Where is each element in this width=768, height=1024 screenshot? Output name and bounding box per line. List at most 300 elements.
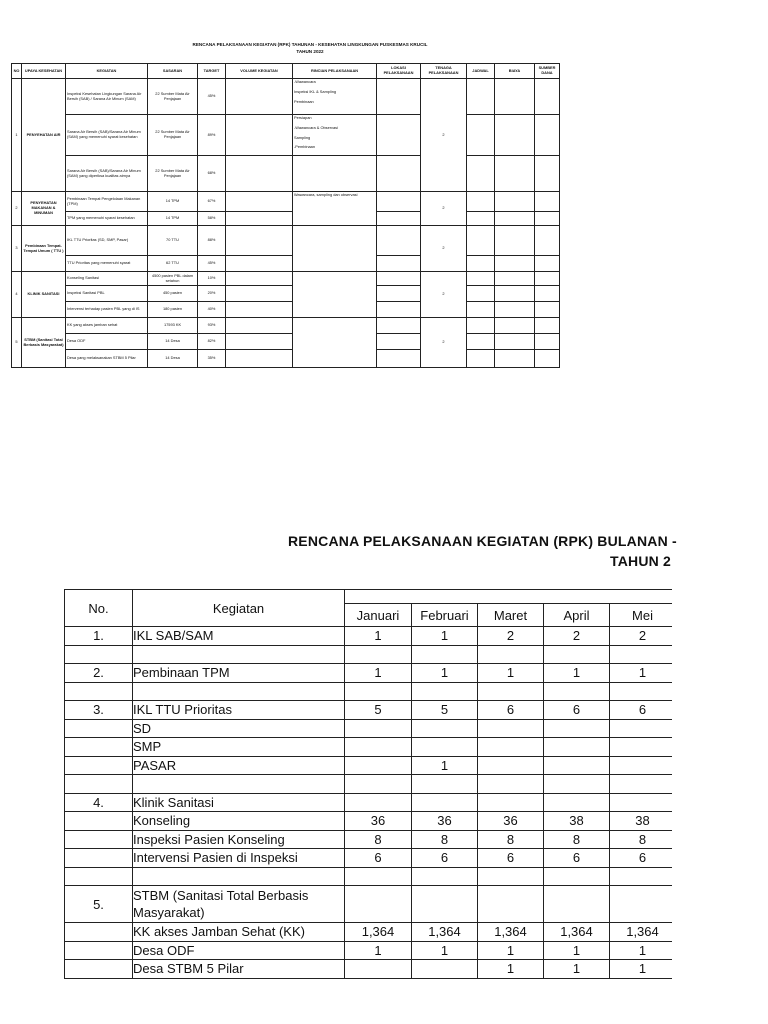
monthly-value-cell: 8: [610, 830, 676, 849]
annual-rincian-cell: [293, 115, 377, 156]
monthly-value-cell: 6: [610, 701, 676, 720]
annual-rincian-line: -Wawancara: [294, 79, 316, 84]
monthly-value-cell: [544, 867, 610, 886]
monthly-value-cell: 1,364: [544, 923, 610, 942]
monthly-value-cell: 2: [544, 627, 610, 646]
monthly-no-cell: 3.: [65, 701, 133, 720]
annual-tenaga-cell: 2: [421, 318, 467, 368]
monthly-kegiatan-cell: IKL SAB/SAM: [133, 627, 345, 646]
monthly-value-cell: [412, 738, 478, 757]
monthly-value-cell: [544, 738, 610, 757]
annual-volume-cell: [226, 334, 293, 350]
annual-no-cell: 5: [12, 318, 22, 368]
monthly-value-cell: 1: [345, 664, 412, 683]
annual-sumber-dana-cell: [535, 286, 560, 302]
annual-sasaran-cell: 62 TTU: [148, 256, 198, 272]
monthly-value-cell: 38: [610, 812, 676, 831]
monthly-no-cell: 2.: [65, 664, 133, 683]
monthly-value-cell: [412, 775, 478, 794]
annual-sumber-dana-cell: [535, 302, 560, 318]
annual-biaya-cell: [495, 318, 535, 334]
annual-row: [12, 350, 560, 368]
annual-lokasi-cell: [377, 318, 421, 334]
monthly-value-cell: 6: [610, 849, 676, 868]
annual-rincian-line: -Pembinaan: [294, 144, 315, 150]
monthly-value-cell: 2: [610, 627, 676, 646]
monthly-value-cell: 6: [544, 701, 610, 720]
monthly-kegiatan-cell: [133, 867, 345, 886]
annual-lokasi-cell: [377, 212, 421, 226]
annual-row: [12, 286, 560, 302]
annual-rincian-cell: [293, 318, 377, 368]
annual-lokasi-cell: [377, 334, 421, 350]
monthly-value-cell: 1: [412, 627, 478, 646]
monthly-kegiatan-cell: Konseling: [133, 812, 345, 831]
annual-sumber-dana-cell: [535, 192, 560, 212]
monthly-value-cell: [610, 756, 676, 775]
monthly-row: [65, 645, 676, 664]
monthly-value-cell: [478, 886, 544, 923]
annual-kegiatan-cell: Intervensi terhadap pasien PBL yang di IS: [66, 302, 148, 318]
annual-sumber-dana-cell: [535, 115, 560, 156]
monthly-value-cell: 38: [544, 812, 610, 831]
monthly-value-cell: [544, 645, 610, 664]
annual-target-cell: 89%: [198, 115, 226, 156]
monthly-kegiatan-cell: Inspeksi Pasien Konseling: [133, 830, 345, 849]
annual-row: [12, 156, 560, 192]
monthly-kegiatan-cell: [133, 775, 345, 794]
annual-biaya-cell: [495, 115, 535, 156]
annual-upaya-cell: Pembinaan Tempat-Tempat Umum ( TTU ): [22, 226, 66, 272]
annual-volume-cell: [226, 226, 293, 256]
monthly-value-cell: 1: [412, 941, 478, 960]
annual-rpk-title: [60, 41, 560, 55]
monthly-kegiatan-cell: Pembinaan TPM: [133, 664, 345, 683]
monthly-row: [65, 886, 676, 923]
monthly-value-cell: [345, 738, 412, 757]
monthly-kegiatan-cell: [133, 682, 345, 701]
monthly-value-cell: 5: [345, 701, 412, 720]
monthly-value-cell: [345, 756, 412, 775]
monthly-row: [65, 701, 676, 720]
annual-biaya-cell: [495, 272, 535, 286]
monthly-value-cell: [478, 756, 544, 775]
annual-row: [12, 115, 560, 156]
annual-sumber-dana-cell: [535, 318, 560, 334]
monthly-value-cell: 6: [478, 849, 544, 868]
annual-lokasi-cell: [377, 272, 421, 286]
monthly-row: [65, 830, 676, 849]
annual-rincian-line: Persiapan: [294, 115, 312, 120]
monthly-no-cell: 4.: [65, 793, 133, 812]
monthly-value-cell: [610, 645, 676, 664]
annual-upaya-cell: STBM (Sanitasi Total Berbasis Masyarakat): [22, 318, 66, 368]
monthly-value-cell: [610, 886, 676, 923]
annual-lokasi-cell: [377, 256, 421, 272]
monthly-value-cell: [544, 793, 610, 812]
annual-sasaran-cell: 70 TTU: [148, 226, 198, 256]
monthly-row: [65, 941, 676, 960]
monthly-no-cell: 1.: [65, 627, 133, 646]
annual-sasaran-cell: 4500 pasien PBL dalam setahun: [148, 272, 198, 286]
annual-target-cell: 58%: [198, 212, 226, 226]
monthly-value-cell: 6: [345, 849, 412, 868]
annual-lokasi-cell: [377, 79, 421, 115]
annual-kegiatan-cell: TTU Prioritas yang memenuhi syarat: [66, 256, 148, 272]
annual-row: [12, 302, 560, 318]
monthly-header-month: April: [544, 604, 610, 627]
annual-lokasi-cell: [377, 226, 421, 256]
monthly-row: [65, 664, 676, 683]
monthly-kegiatan-cell: KK akses Jamban Sehat (KK): [133, 923, 345, 942]
annual-kegiatan-cell: KK yang akses jamban sehat: [66, 318, 148, 334]
annual-sumber-dana-cell: [535, 79, 560, 115]
monthly-header-kegiatan: Kegiatan: [133, 590, 345, 627]
annual-kegiatan-cell: Inspeksi Kesehatan Lingkungan Sarana Air Bersih (SAB) / Sarana Air Minum (SAM): [66, 79, 148, 115]
monthly-value-cell: [478, 719, 544, 738]
monthly-value-cell: 1: [412, 664, 478, 683]
annual-upaya-cell: PENYEHATAN AIR: [22, 79, 66, 192]
annual-rincian-line: -Wawancara & Observasi: [294, 124, 338, 130]
annual-biaya-cell: [495, 212, 535, 226]
monthly-value-cell: [478, 738, 544, 757]
annual-target-cell: 82%: [198, 334, 226, 350]
annual-row: [12, 192, 560, 212]
monthly-value-cell: [544, 886, 610, 923]
annual-rincian-line: Pembinaan: [294, 98, 314, 104]
annual-biaya-cell: [495, 79, 535, 115]
monthly-value-cell: [345, 960, 412, 979]
monthly-value-cell: [610, 867, 676, 886]
monthly-kegiatan-cell: Desa STBM 5 Pilar: [133, 960, 345, 979]
annual-sumber-dana-cell: [535, 156, 560, 192]
annual-no-cell: 1: [12, 79, 22, 192]
annual-header-cell: JADWAL: [467, 64, 495, 79]
annual-biaya-cell: [495, 302, 535, 318]
annual-sumber-dana-cell: [535, 272, 560, 286]
annual-upaya-cell: KLINIK SANITASI: [22, 272, 66, 318]
monthly-kegiatan-cell: Desa ODF: [133, 941, 345, 960]
monthly-value-cell: [345, 645, 412, 664]
annual-sasaran-cell: 14 TPM: [148, 212, 198, 226]
annual-jadwal-cell: [467, 334, 495, 350]
monthly-rpk-year: TAHUN 2: [610, 553, 672, 569]
annual-lokasi-cell: [377, 350, 421, 368]
annual-biaya-cell: [495, 256, 535, 272]
monthly-header-month: Januari: [345, 604, 412, 627]
monthly-value-cell: [610, 738, 676, 757]
monthly-value-cell: 1,364: [478, 923, 544, 942]
monthly-value-cell: 1: [412, 756, 478, 775]
monthly-row: [65, 738, 676, 757]
annual-rincian-line: Wawancara, sampling dan observasi: [294, 192, 358, 198]
monthly-value-cell: [544, 775, 610, 794]
annual-kegiatan-cell: Inspeksi Sanitasi PBL: [66, 286, 148, 302]
annual-rincian-line: Inspeksi IKL & Sampling: [294, 88, 337, 94]
annual-jadwal-cell: [467, 156, 495, 192]
annual-no-cell: 3: [12, 226, 22, 272]
monthly-value-cell: [544, 682, 610, 701]
monthly-value-cell: 2: [478, 627, 544, 646]
monthly-no-cell: [65, 682, 133, 701]
annual-header-row: [12, 64, 560, 79]
annual-jadwal-cell: [467, 192, 495, 212]
monthly-value-cell: [345, 775, 412, 794]
annual-kegiatan-cell: IKL TTU Prioritas (SD, SMP, Pasar): [66, 226, 148, 256]
monthly-no-cell: [65, 719, 133, 738]
annual-no-cell: 4: [12, 272, 22, 318]
annual-sumber-dana-cell: [535, 226, 560, 256]
annual-sasaran-cell: 450 pasien: [148, 286, 198, 302]
monthly-no-cell: [65, 941, 133, 960]
annual-target-cell: 35%: [198, 350, 226, 368]
annual-sasaran-cell: 22 Sumber Mata Air Penjajaan: [148, 115, 198, 156]
annual-rincian-line: Sampling: [294, 134, 311, 140]
annual-volume-cell: [226, 302, 293, 318]
monthly-value-cell: [478, 645, 544, 664]
monthly-value-cell: 1,364: [610, 923, 676, 942]
annual-sasaran-cell: 22 Sumber Mata Air Penjajaan: [148, 156, 198, 192]
annual-tenaga-cell: 2: [421, 272, 467, 318]
monthly-row: [65, 849, 676, 868]
annual-sasaran-cell: 180 pasien: [148, 302, 198, 318]
annual-row: [12, 256, 560, 272]
monthly-value-cell: 8: [544, 830, 610, 849]
annual-jadwal-cell: [467, 226, 495, 256]
monthly-kegiatan-cell: SMP: [133, 738, 345, 757]
annual-body: [12, 79, 560, 368]
monthly-header-no: No.: [65, 590, 133, 627]
annual-tenaga-cell: 2: [421, 226, 467, 272]
monthly-value-cell: 5: [412, 701, 478, 720]
monthly-value-cell: [478, 793, 544, 812]
monthly-row: [65, 923, 676, 942]
monthly-value-cell: [610, 775, 676, 794]
annual-kegiatan-cell: Sarana Air Bersih (SAB)/Sarana Air Minum (SAM) yang diperiksa kualitas airnya: [66, 156, 148, 192]
annual-sasaran-cell: 14 Desa: [148, 334, 198, 350]
monthly-value-cell: 36: [478, 812, 544, 831]
monthly-value-cell: [412, 886, 478, 923]
annual-kegiatan-cell: TPM yang memenuhi syarat kesehatan: [66, 212, 148, 226]
monthly-value-cell: 6: [412, 849, 478, 868]
annual-sumber-dana-cell: [535, 350, 560, 368]
annual-rincian-cell: [293, 226, 377, 272]
annual-target-cell: 40%: [198, 302, 226, 318]
annual-jadwal-cell: [467, 286, 495, 302]
monthly-no-cell: [65, 849, 133, 868]
annual-sasaran-cell: 17593 KK: [148, 318, 198, 334]
annual-volume-cell: [226, 212, 293, 226]
monthly-value-cell: 1: [610, 960, 676, 979]
monthly-value-cell: [544, 756, 610, 775]
monthly-kegiatan-cell: SD: [133, 719, 345, 738]
annual-jadwal-cell: [467, 115, 495, 156]
monthly-row: [65, 812, 676, 831]
monthly-value-cell: 1: [478, 664, 544, 683]
monthly-value-cell: 1: [478, 960, 544, 979]
annual-target-cell: 20%: [198, 286, 226, 302]
annual-rincian-cell: [293, 79, 377, 115]
monthly-value-cell: [345, 793, 412, 812]
annual-biaya-cell: [495, 286, 535, 302]
annual-biaya-cell: [495, 192, 535, 212]
annual-sumber-dana-cell: [535, 212, 560, 226]
monthly-no-cell: [65, 738, 133, 757]
annual-kegiatan-cell: Desa ODF: [66, 334, 148, 350]
annual-volume-cell: [226, 272, 293, 286]
monthly-row: [65, 756, 676, 775]
annual-jadwal-cell: [467, 350, 495, 368]
monthly-row: [65, 867, 676, 886]
monthly-value-cell: [345, 719, 412, 738]
monthly-value-cell: 1: [345, 941, 412, 960]
monthly-value-cell: 1,364: [345, 923, 412, 942]
page-crop-edge: [672, 585, 768, 985]
monthly-value-cell: 6: [544, 849, 610, 868]
monthly-body: [65, 627, 676, 979]
annual-header-cell: UPAYA KESEHATAN: [22, 64, 66, 79]
monthly-value-cell: [478, 682, 544, 701]
annual-jadwal-cell: [467, 256, 495, 272]
annual-sasaran-cell: 22 Sumber Mata Air Penjajaan: [148, 79, 198, 115]
annual-volume-cell: [226, 286, 293, 302]
monthly-kegiatan-cell: STBM (Sanitasi Total Berbasis Masyarakat): [133, 886, 345, 923]
monthly-value-cell: [345, 867, 412, 886]
annual-upaya-cell: PENYEHATAN MAKANAN & MINUMAN: [22, 192, 66, 226]
monthly-no-cell: [65, 830, 133, 849]
annual-tenaga-cell: 2: [421, 192, 467, 226]
annual-sumber-dana-cell: [535, 334, 560, 350]
monthly-kegiatan-cell: PASAR: [133, 756, 345, 775]
annual-row: [12, 318, 560, 334]
monthly-header-month: Maret: [478, 604, 544, 627]
annual-sasaran-cell: 14 TPM: [148, 192, 198, 212]
annual-title-line2: TAHUN 2022: [296, 49, 324, 54]
monthly-row: [65, 775, 676, 794]
annual-header-cell: KEGIATAN: [66, 64, 148, 79]
annual-volume-cell: [226, 115, 293, 156]
annual-sumber-dana-cell: [535, 256, 560, 272]
monthly-value-cell: [610, 793, 676, 812]
annual-row: [12, 212, 560, 226]
monthly-value-cell: 1: [478, 941, 544, 960]
monthly-value-cell: [610, 719, 676, 738]
monthly-header-spacer: [345, 590, 676, 604]
annual-target-cell: 88%: [198, 226, 226, 256]
monthly-row: [65, 960, 676, 979]
monthly-value-cell: 8: [412, 830, 478, 849]
monthly-row: [65, 627, 676, 646]
monthly-no-cell: [65, 645, 133, 664]
annual-volume-cell: [226, 156, 293, 192]
monthly-no-cell: 5.: [65, 886, 133, 923]
monthly-value-cell: 8: [345, 830, 412, 849]
annual-header-cell: SASARAN: [148, 64, 198, 79]
monthly-no-cell: [65, 867, 133, 886]
annual-jadwal-cell: [467, 212, 495, 226]
annual-header-cell: LOKASI PELAKSANAAN: [377, 64, 421, 79]
annual-lokasi-cell: [377, 286, 421, 302]
annual-rpk-table: [11, 63, 560, 368]
monthly-no-cell: [65, 960, 133, 979]
monthly-value-cell: 1: [544, 664, 610, 683]
annual-target-cell: 45%: [198, 79, 226, 115]
annual-volume-cell: [226, 318, 293, 334]
annual-target-cell: 67%: [198, 192, 226, 212]
monthly-rpk-title: RENCANA PELAKSANAAN KEGIATAN (RPK) BULANAN -: [288, 533, 677, 549]
monthly-row: [65, 719, 676, 738]
annual-jadwal-cell: [467, 272, 495, 286]
monthly-value-cell: [610, 682, 676, 701]
monthly-header-month: Mei: [610, 604, 676, 627]
annual-sasaran-cell: 14 Desa: [148, 350, 198, 368]
annual-lokasi-cell: [377, 302, 421, 318]
monthly-value-cell: 1: [345, 627, 412, 646]
monthly-no-cell: [65, 812, 133, 831]
annual-biaya-cell: [495, 334, 535, 350]
annual-rincian-cell: [293, 192, 377, 226]
monthly-no-cell: [65, 923, 133, 942]
monthly-value-cell: [412, 960, 478, 979]
monthly-value-cell: [412, 793, 478, 812]
annual-rincian-cell: [293, 272, 377, 318]
annual-target-cell: 93%: [198, 318, 226, 334]
annual-row: [12, 334, 560, 350]
annual-target-cell: 45%: [198, 256, 226, 272]
annual-header-cell: RINCIAN PELAKSANAAN: [293, 64, 377, 79]
monthly-value-cell: [345, 682, 412, 701]
monthly-row: [65, 793, 676, 812]
annual-target-cell: 68%: [198, 156, 226, 192]
annual-kegiatan-cell: Sarana Air Bersih (SAB)/Sarana Air Minum (SAM) yang memenuhi syarat kesehatan: [66, 115, 148, 156]
monthly-value-cell: 1: [610, 941, 676, 960]
monthly-value-cell: [412, 719, 478, 738]
annual-kegiatan-cell: Konseling Sanitasi: [66, 272, 148, 286]
monthly-value-cell: 36: [345, 812, 412, 831]
annual-header-cell: BIAYA: [495, 64, 535, 79]
annual-target-cell: 10%: [198, 272, 226, 286]
annual-lokasi-cell: [377, 115, 421, 156]
annual-row: [12, 79, 560, 115]
monthly-rpk-table: [64, 589, 676, 979]
monthly-row: [65, 682, 676, 701]
annual-header-cell: SUMBER DANA: [535, 64, 560, 79]
monthly-kegiatan-cell: Intervensi Pasien di Inspeksi: [133, 849, 345, 868]
annual-row: [12, 272, 560, 286]
annual-header-cell: VOLUME KEGIATAN: [226, 64, 293, 79]
annual-volume-cell: [226, 192, 293, 212]
annual-header-cell: TENAGA PELAKSANAAN: [421, 64, 467, 79]
monthly-no-cell: [65, 756, 133, 775]
monthly-value-cell: [412, 645, 478, 664]
annual-tenaga-cell: 2: [421, 79, 467, 192]
annual-header-cell: TARGET: [198, 64, 226, 79]
monthly-value-cell: 1,364: [412, 923, 478, 942]
annual-jadwal-cell: [467, 302, 495, 318]
monthly-kegiatan-cell: [133, 645, 345, 664]
annual-volume-cell: [226, 350, 293, 368]
monthly-value-cell: 1: [544, 941, 610, 960]
annual-jadwal-cell: [467, 318, 495, 334]
monthly-value-cell: 1: [610, 664, 676, 683]
annual-rincian-cell: [293, 156, 377, 192]
annual-kegiatan-cell: Pembinaan Tempat Pengelolaan Makanan (TPM): [66, 192, 148, 212]
annual-row: [12, 226, 560, 256]
monthly-value-cell: 1: [544, 960, 610, 979]
annual-kegiatan-cell: Desa yang melaksanakan STBM 5 Pilar: [66, 350, 148, 368]
monthly-header-month: Februari: [412, 604, 478, 627]
monthly-kegiatan-cell: IKL TTU Prioritas: [133, 701, 345, 720]
